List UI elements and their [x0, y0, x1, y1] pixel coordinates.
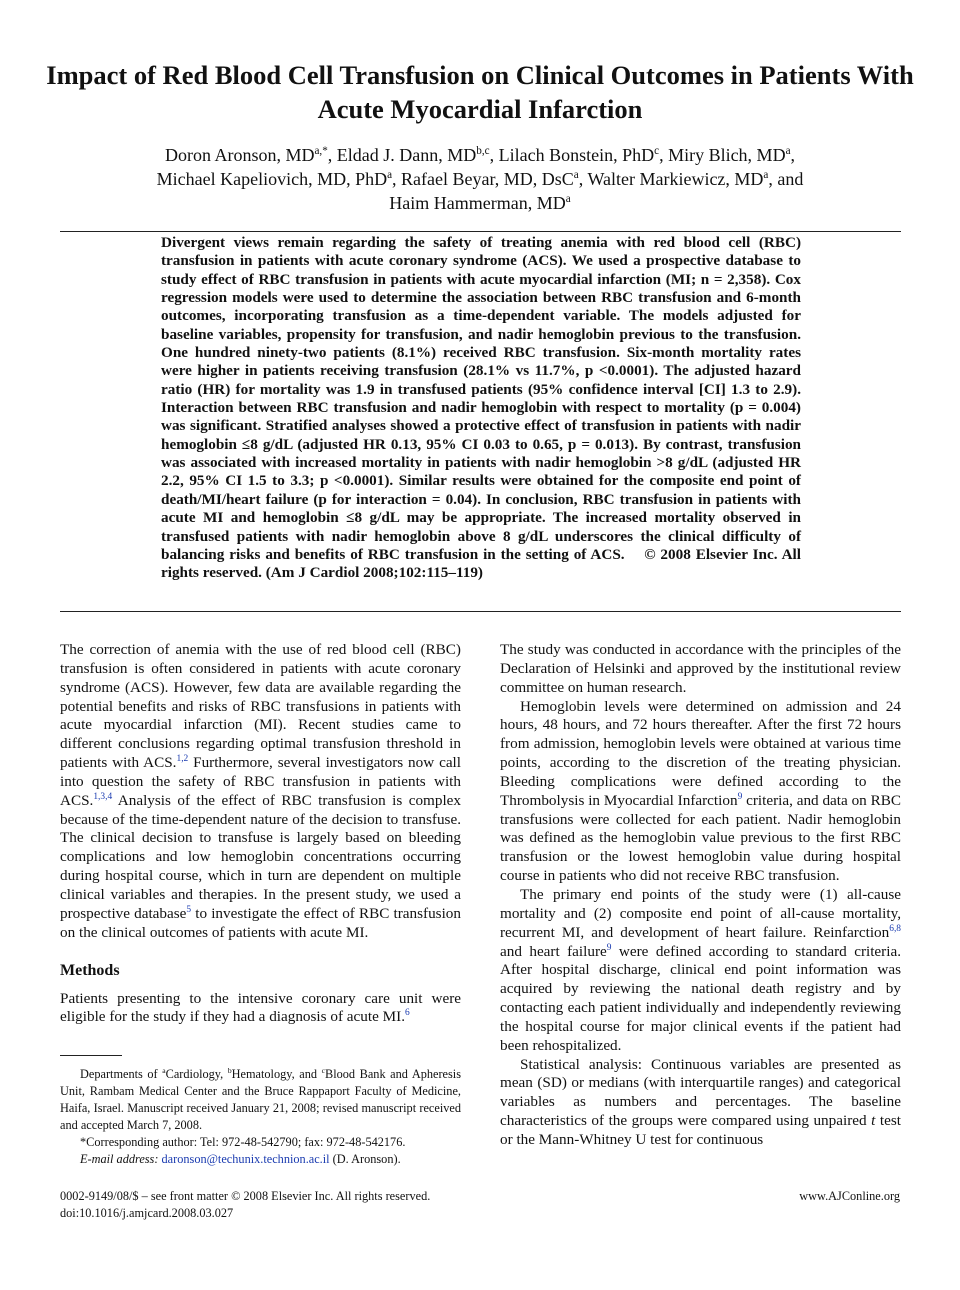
author-affiliation: c — [654, 145, 660, 157]
footnotes — [60, 1066, 461, 1168]
citation-ref[interactable]: 9 — [606, 942, 612, 953]
ethics-paragraph: The study was conducted in accordance with the principles of the Declaration of Helsinki and approved by the institutional review committee on human research. — [500, 641, 901, 696]
citation-ref[interactable]: 1,3,4 — [93, 791, 113, 802]
issn-line: 0002-9149/08/$ – see front matter © 2008 Elsevier Inc. All rights reserved. — [60, 1189, 431, 1203]
citation-ref[interactable]: 5 — [186, 904, 192, 915]
article-title: Impact of Red Blood Cell Transfusion on Clinical Outcomes in Patients With Acute Myocardial Infarction — [46, 60, 914, 124]
left-column — [60, 641, 461, 1027]
author-name: Doron Aronson, MD — [164, 145, 315, 165]
author-name: Lilach Bonstein, PhD — [498, 145, 655, 165]
email-link[interactable]: daronson@techunix.technion.ac.il — [161, 1152, 330, 1166]
copyright-line: © 2008 Elsevier Inc. All rights reserved. (Am J Cardiol 2008;102:115–119) — [161, 545, 801, 582]
author-affiliation: a — [387, 169, 393, 181]
affiliation-note: Departments of $^a$Cardiology, $^b$Hematology, and $^c$Blood Bank and Apheresis Unit, Rambam Medical Center and the Bruce Rappaport Faculty of Medicine, Haifa, Israel. Manuscript received January 21, 2008; revised manuscript received and accepted March 7, 2008. — [60, 1065, 462, 1132]
abstract — [161, 234, 801, 583]
top-rule — [60, 231, 901, 232]
statistics-paragraph: Statistical analysis: Continuous variables are presented as mean (SD) or medians (with interquartile ranges) and categorical variables as numbers and percentages. The baseline characteristics of the groups were compared using unpaired t test or the Mann-Whitney U test for continuous — [500, 1055, 901, 1148]
author-affiliation: a — [763, 169, 769, 181]
author-name: Walter Markiewicz, MD — [587, 169, 764, 189]
author-name: Miry Blich, MD — [668, 145, 786, 165]
author-list: Doron Aronson, $MD^{a,*}$, Eldad J. Dann, MD$^{b,c}$, Lilach Bonstein, PhD$^c$, Miry Blich, $MD^a$, Michael Kapeliovich, MD, PhD$^a$, Rafael Beyar, MD, DsC$^a$, Walter Markiewicz, $MD^a$, and Haim Hammerman, $MD^a$ — [156, 145, 804, 213]
author-affiliation: a — [565, 193, 571, 205]
methods-paragraph: Patients presenting to the intensive coronary care unit were eligible for the study if they had a diagnosis of acute MI.$^6$ — [60, 989, 461, 1026]
author-name: Rafael Beyar, MD, DsC — [401, 169, 574, 189]
citation-ref[interactable]: 6,8 — [889, 923, 901, 934]
footnote-rule — [60, 1055, 122, 1056]
author-affiliation: a — [573, 169, 579, 181]
author-name: Michael Kapeliovich, MD, PhD — [156, 169, 388, 189]
citation-ref[interactable]: 9 — [737, 791, 743, 802]
abstract-bottom-rule — [60, 611, 901, 612]
email-note: E-mail address: daronson@techunix.technion.ac.il (D. Aronson). — [80, 1152, 401, 1166]
corresponding-author-note: *Corresponding author: Tel: 972-48-542790; fax: 972-48-542176. — [80, 1135, 406, 1149]
journal-website[interactable]: www.AJConline.org — [799, 1189, 900, 1203]
author-name: Eldad J. Dann, MD — [336, 145, 477, 165]
methods-heading: Methods — [60, 961, 120, 979]
footer-left — [60, 1188, 430, 1222]
citation-ref[interactable]: 6 — [405, 1008, 410, 1019]
hemoglobin-paragraph: Hemoglobin levels were determined on admission and 24 hours, 48 hours, and 72 hours thereafter. After the first 72 hours from admission, hemoglobin levels were obtained at various time points, according to the discretion of the treating physician. Bleeding complications were defined according to the Thrombolysis in Myocardial Infarction$^9$ criteria, and data on RBC transfusions were collected for each patient. Nadir hemoglobin was defined as the hemoglobin value previous to the first RBC transfusion or the lowest hemoglobin value during hospital course in patients who did not receive RBC transfusion. — [500, 697, 901, 885]
endpoints-paragraph: The primary end points of the study were (1) all-cause mortality and (2) composite end point of all-cause mortality, recurrent MI, and development of heart failure. Reinfarction$^{6,8}$ and heart failure$^9$ were defined according to standard criteria. After hospital discharge, clinical end point information was acquired by reviewing the national death registry and by contacting each patient individually and independently reviewing the hospital course for major clinical events if the patient had been rehospitalized. — [500, 885, 901, 1054]
author-affiliation: a,* — [314, 145, 328, 157]
author-affiliation: b,c — [476, 145, 490, 157]
author-affiliation: a — [785, 145, 791, 157]
abstract-text: Divergent views remain regarding the safety of treating anemia with red blood cell (RBC) transfusion in patients with acute coronary syndrome (ACS). We used a prospective database to study effect of RBC transfusion in patients with acute myocardial infarction (MI; n = 2,358). Cox regression models were used to determine the association between RBC transfusion and 6-month outcomes, incorporating transfusion as a time-dependent variable. The models adjusted for baseline variables, propensity for transfusion, and nadir hemoglobin previous to the transfusion. One hundred ninety-two patients (8.1%) received RBC transfusion. Six-month mortality rates were higher in patients receiving transfusion (28.1% vs 11.7%, p <0.0001). The adjusted hazard ratio (HR) for mortality was 1.9 in transfused patients (95% confidence interval [CI] 1.3 to 2.9). Interaction between RBC transfusion and nadir hemoglobin with respect to mortality (p = 0.004) was significant. Stratified analyses showed a protective effect of transfusion in patients with nadir hemoglobin ≤8 g/dL (adjusted HR 0.13, 95% CI 0.03 to 0.65, p = 0.013). By contrast, transfusion was associated with increased mortality in patients with nadir hemoglobin >8 g/dL (adjusted HR 2.2, 95% CI 1.5 to 3.3; p <0.0001). Similar results were obtained for the composite end point of death/MI/heart failure (p for interaction = 0.04). In conclusion, RBC transfusion in patients with acute MI and hemoglobin ≤8 g/dL may be appropriate. The increased mortality observed in transfused patients with nadir hemoglobin above 8 g/dL underscores the clinical difficulty of balancing risks and benefits of RBC transfusion in the setting of ACS. — [161, 234, 801, 563]
citation-ref[interactable]: 1,2 — [176, 754, 189, 764]
author-name: Haim Hammerman, MD — [389, 193, 566, 213]
intro-paragraph: The correction of anemia with the use of red blood cell (RBC) transfusion is often considered in patients with acute coronary syndrome (ACS). However, few data are available regarding the potential benefits and risks of RBC transfusions in patients with acute myocardial infarction (MI). Recent studies came to different conclusions regarding optimal transfusion threshold in patients with ACS.$^{1,2}$ Furthermore, several investigators now call into question the safety of RBC transfusion in patients with ACS.$^{1,3,4}$ Analysis of the effect of RBC transfusion is complex because of the time-dependent nature of the decision to transfuse. The clinical decision to transfuse is largely based on bleeding complications and low hemoglobin concentrations occurring during hospital course, which in turn are dependent on multiple clinical variables and therapies. In the present study, we used a prospective database$^5$ to investigate the effect of RBC transfusion on the clinical outcomes of patients with acute MI. — [60, 641, 461, 941]
right-column — [500, 641, 901, 1150]
doi-line[interactable]: doi:10.1016/j.amjcard.2008.03.027 — [60, 1206, 234, 1220]
